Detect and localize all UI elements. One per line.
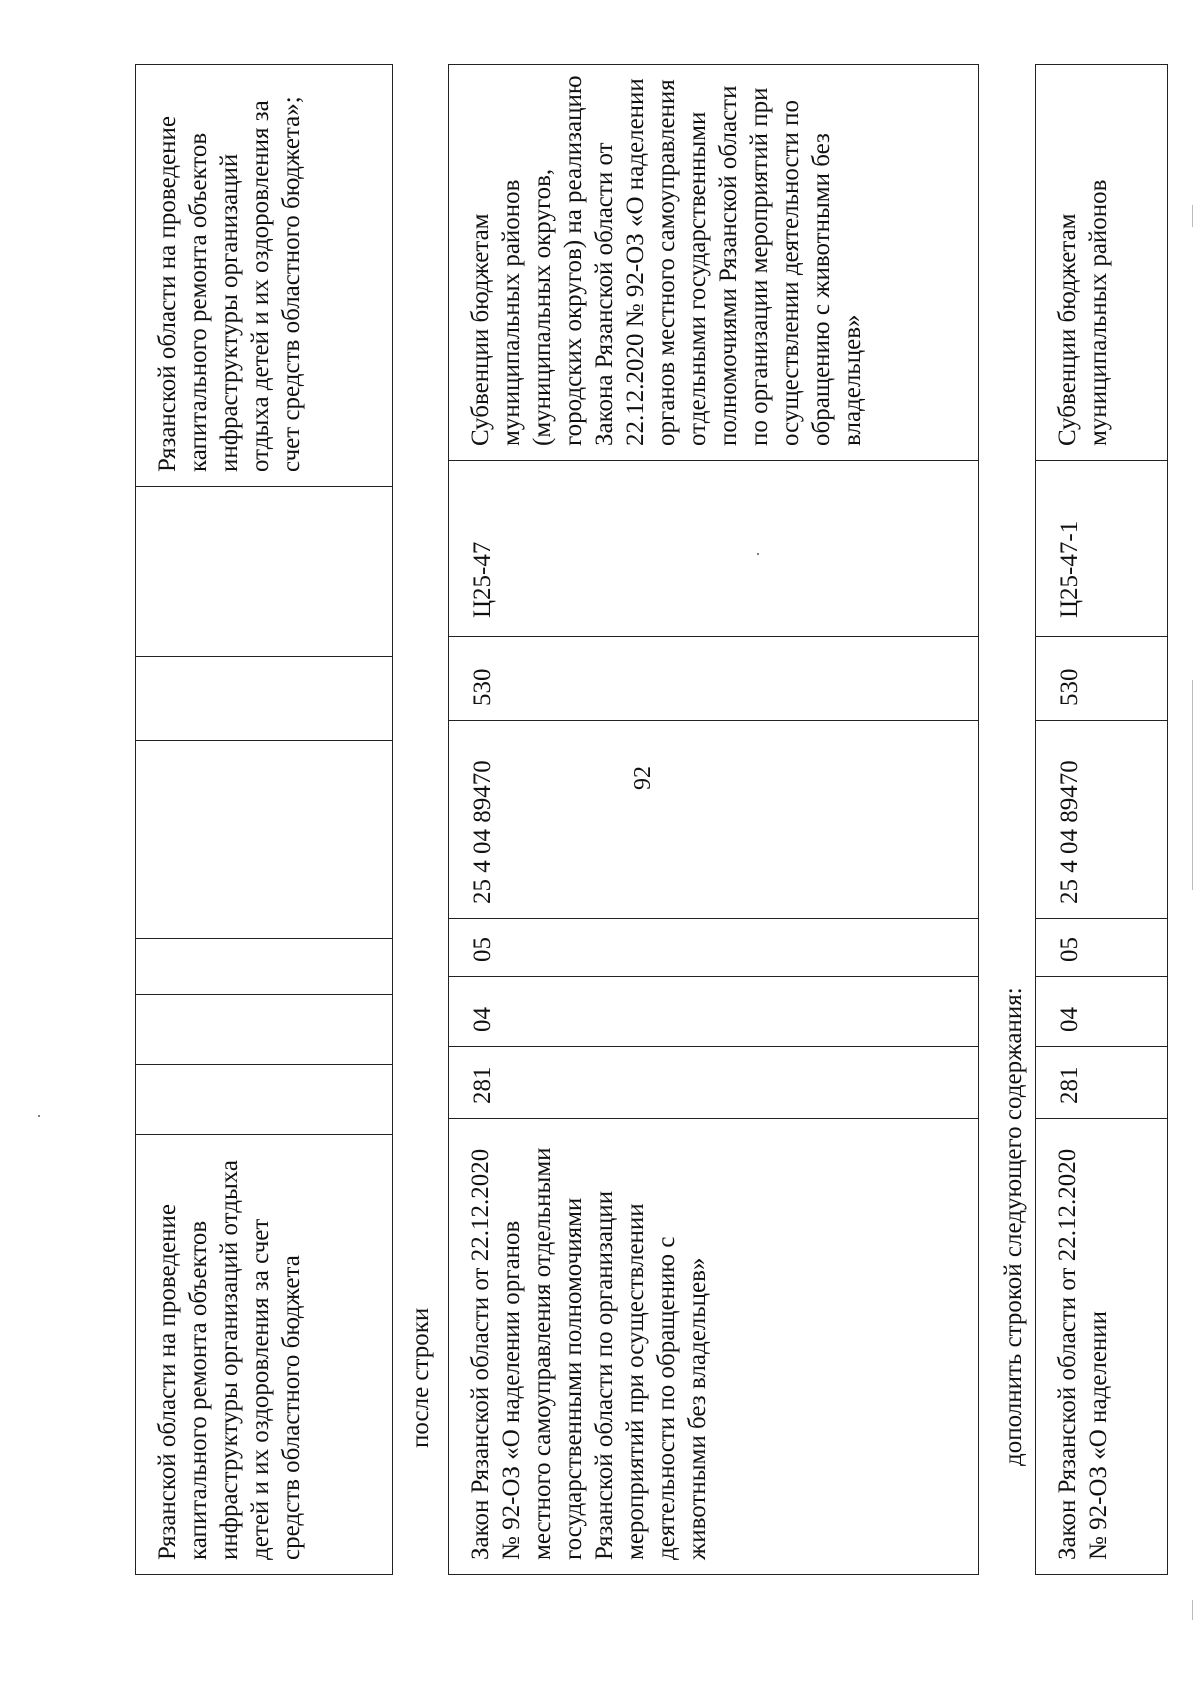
page-number: 92: [630, 766, 656, 790]
table-cell-expense-type: 530: [1036, 637, 1168, 721]
connector-add-row: дополнить строкой следующего содержания:: [1000, 987, 1027, 1466]
scan-edge-mark: [1192, 205, 1193, 227]
table-cell-law: Закон Рязанской области от 22.12.2020 № 92-ОЗ «О наделении: [1036, 1119, 1168, 1575]
table-cell-subsection: [136, 939, 393, 995]
scan-edge-mark: [1192, 1600, 1193, 1620]
connector-after-row: после строки: [407, 1307, 434, 1448]
table-top-continuation: [135, 64, 393, 1575]
table-cell-admin: [136, 1065, 393, 1135]
table-cell-subsection: 05: [1036, 919, 1168, 977]
table-cell-subsection: 05: [449, 919, 979, 977]
table-cell-section: 04: [1036, 977, 1168, 1047]
table-row-existing: [448, 64, 979, 1575]
scan-speck: [757, 553, 759, 555]
table-cell-target-item: [136, 741, 393, 939]
table-cell-law: Закон Рязанской области от 22.12.2020 № 92-ОЗ «О наделении органов местного самоуправления отдельными государственными полномочиями Рязанской области по организации мероприятий при осуществлении деятельности по обращению с животными без владельцев»: [449, 1119, 979, 1575]
table-cell-section: [136, 995, 393, 1065]
table-cell-expense-type: 530: [449, 637, 979, 721]
table-cell-admin: 281: [1036, 1047, 1168, 1119]
table-cell-admin: 281: [449, 1047, 979, 1119]
table-cell-code: Ц25-47-1: [1036, 461, 1168, 637]
table-cell-law: Рязанской области на проведение капитального ремонта объектов инфраструктуры организаций отдыха детей и их оздоровления за счет средств областного бюджета: [136, 1135, 393, 1575]
scan-speck: [38, 1115, 40, 1117]
table-cell-description: Субвенции бюджетам муниципальных районов: [1036, 65, 1168, 461]
table-cell-description: Рязанской области на проведение капитального ремонта объектов инфраструктуры организаций отдыха детей и их оздоровления за счет средств областного бюджета»;: [136, 65, 393, 487]
table-cell-section: 04: [449, 977, 979, 1047]
table-cell-expense-type: [136, 657, 393, 741]
scan-edge-mark: [1192, 680, 1193, 890]
table-cell-code: [136, 487, 393, 657]
table-cell-target-item: 25 4 04 89470: [1036, 721, 1168, 919]
table-cell-code: Ц25-47: [449, 461, 979, 637]
table-cell-target-item: 25 4 04 89470: [449, 721, 979, 919]
table-row-new: [1035, 64, 1168, 1575]
table-cell-description: Субвенции бюджетам муниципальных районов (муниципальных округов, городских округов) на реализацию Закона Рязанской области от 22.12.2020 № 92-ОЗ «О наделении органов местного самоуправления отдельными государственными полномочиями Рязанской области по организации мероприятий при осуществлении деятельности по обращению с животными без владельцев»: [449, 65, 979, 461]
